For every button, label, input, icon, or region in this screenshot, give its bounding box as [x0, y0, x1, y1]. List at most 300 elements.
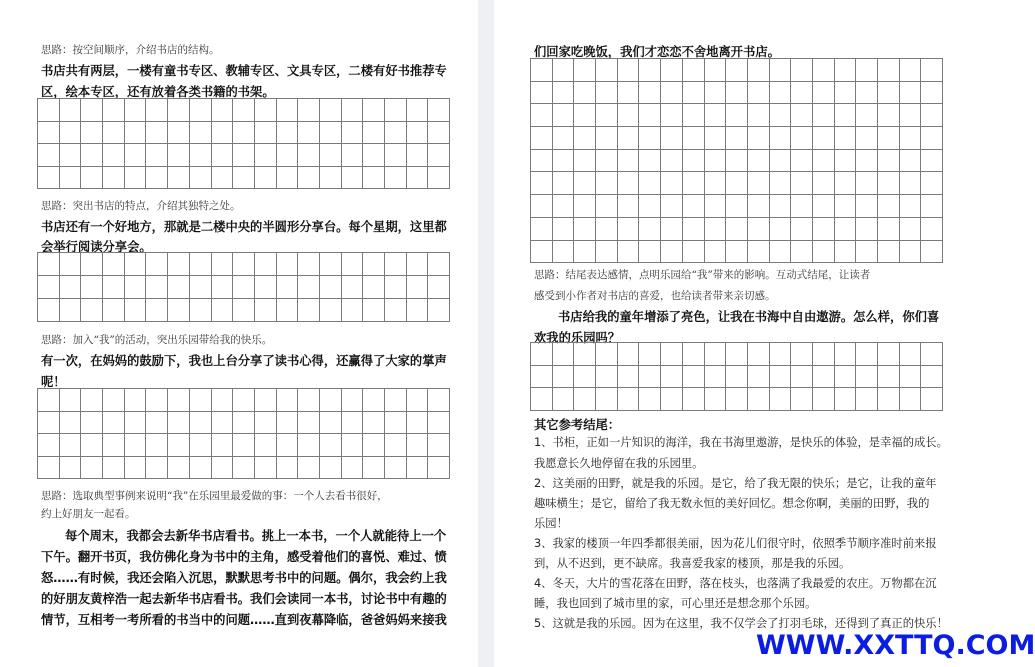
grid-cell	[298, 253, 320, 276]
grid-cell	[747, 149, 769, 172]
grid-cell	[189, 144, 211, 167]
grid-cell	[791, 240, 813, 263]
grid-cell	[406, 166, 428, 189]
grid-cell	[856, 240, 878, 263]
grid-cell	[189, 434, 211, 457]
grid-cell	[899, 149, 921, 172]
grid-cell	[341, 121, 363, 144]
grid-cell	[59, 99, 81, 122]
grid-cell	[791, 217, 813, 240]
grid-cell	[834, 240, 856, 263]
grid-cell	[319, 299, 341, 322]
grid-cell	[341, 253, 363, 276]
grid-cell	[921, 217, 943, 240]
grid-cell	[639, 217, 661, 240]
grid-cell	[552, 343, 574, 366]
paragraph-line: 呢！	[41, 375, 66, 389]
grid-cell	[211, 166, 233, 189]
grid-cell	[769, 59, 791, 82]
grid-cell	[428, 299, 450, 322]
grid-cell	[834, 172, 856, 195]
grid-cell	[921, 59, 943, 82]
grid-cell	[319, 144, 341, 167]
grid-cell	[921, 195, 943, 218]
grid-cell	[552, 365, 574, 388]
grid-row	[531, 365, 943, 388]
grid-cell	[596, 195, 618, 218]
grid-cell	[834, 217, 856, 240]
grid-cell	[428, 253, 450, 276]
grid-cell	[574, 172, 596, 195]
grid-cell	[233, 144, 255, 167]
grid-cell	[363, 299, 385, 322]
grid-cell	[531, 104, 553, 127]
grid-cell	[791, 104, 813, 127]
grid-cell	[856, 195, 878, 218]
grid-cell	[791, 149, 813, 172]
grid-cell	[769, 343, 791, 366]
grid-cell	[211, 434, 233, 457]
grid-cell	[617, 149, 639, 172]
grid-cell	[921, 388, 943, 411]
grid-cell	[385, 389, 407, 412]
grid-cell	[574, 217, 596, 240]
grid-cell	[617, 195, 639, 218]
grid-cell	[298, 389, 320, 412]
grid-cell	[726, 104, 748, 127]
grid-cell	[363, 389, 385, 412]
grid-cell	[878, 343, 900, 366]
hint-text: 思路：结尾表达感情，点明乐园给“我”带来的影响。互动式结尾，让读者	[534, 269, 871, 281]
grid-cell	[406, 99, 428, 122]
grid-cell	[385, 411, 407, 434]
paragraph-line: 下午。翻开书页，我仿佛化身为书中的主角，感受着他们的喜悦、难过、愤	[41, 550, 447, 564]
grid-cell	[531, 172, 553, 195]
grid-cell	[531, 217, 553, 240]
grid-cell	[726, 172, 748, 195]
grid-cell	[146, 456, 168, 479]
grid-cell	[233, 276, 255, 299]
grid-cell	[596, 217, 618, 240]
grid-row	[38, 121, 450, 144]
grid-cell	[124, 253, 146, 276]
grid-cell	[276, 276, 298, 299]
grid-cell	[531, 388, 553, 411]
writing-grid-3	[37, 388, 450, 479]
grid-cell	[574, 365, 596, 388]
grid-cell	[856, 59, 878, 82]
grid-cell	[363, 253, 385, 276]
grid-cell	[791, 195, 813, 218]
grid-cell	[298, 434, 320, 457]
grid-cell	[726, 59, 748, 82]
grid-cell	[899, 127, 921, 150]
grid-cell	[878, 365, 900, 388]
grid-cell	[834, 195, 856, 218]
grid-cell	[726, 217, 748, 240]
writing-grid-1	[37, 98, 450, 189]
grid-cell	[878, 127, 900, 150]
grid-cell	[319, 166, 341, 189]
grid-cell	[704, 240, 726, 263]
grid-cell	[878, 59, 900, 82]
grid-cell	[704, 149, 726, 172]
grid-cell	[124, 144, 146, 167]
grid-cell	[617, 388, 639, 411]
grid-cell	[81, 411, 103, 434]
grid-cell	[254, 411, 276, 434]
grid-cell	[211, 411, 233, 434]
grid-cell	[661, 149, 683, 172]
grid-cell	[211, 276, 233, 299]
paragraph-line: 的好朋友黄梓浩一起去新华书店看书。我们会读同一本书，讨论书中有趣的	[41, 592, 447, 606]
grid-cell	[211, 253, 233, 276]
grid-cell	[596, 388, 618, 411]
grid-row	[531, 81, 943, 104]
grid-cell	[298, 166, 320, 189]
grid-cell	[878, 81, 900, 104]
grid-cell	[617, 59, 639, 82]
grid-cell	[661, 195, 683, 218]
grid-cell	[254, 456, 276, 479]
grid-cell	[81, 276, 103, 299]
grid-cell	[341, 299, 363, 322]
grid-cell	[38, 99, 60, 122]
grid-cell	[319, 434, 341, 457]
grid-cell	[38, 166, 60, 189]
grid-cell	[921, 365, 943, 388]
grid-cell	[146, 144, 168, 167]
grid-cell	[552, 59, 574, 82]
grid-cell	[341, 411, 363, 434]
grid-cell	[233, 99, 255, 122]
grid-cell	[682, 240, 704, 263]
grid-cell	[276, 434, 298, 457]
grid-cell	[254, 121, 276, 144]
list-item: 5、这就是我的乐园。因为在这里，我不仅学会了打羽毛球，还得到了真正的快乐！	[534, 617, 948, 630]
grid-cell	[899, 240, 921, 263]
grid-cell	[38, 389, 60, 412]
grid-cell	[596, 59, 618, 82]
grid-cell	[899, 365, 921, 388]
grid-cell	[298, 276, 320, 299]
grid-cell	[428, 276, 450, 299]
grid-cell	[254, 253, 276, 276]
list-item: 睡，我也回到了城市里的家，可心里还是想念那个乐园。	[534, 597, 817, 610]
grid-cell	[899, 172, 921, 195]
grid-cell	[834, 388, 856, 411]
paragraph-line: 会举行阅读分享会。	[41, 240, 152, 254]
grid-cell	[124, 276, 146, 299]
grid-cell	[233, 253, 255, 276]
grid-cell	[574, 343, 596, 366]
grid-cell	[254, 389, 276, 412]
grid-cell	[704, 365, 726, 388]
grid-cell	[385, 434, 407, 457]
grid-row	[531, 127, 943, 150]
grid-cell	[298, 411, 320, 434]
grid-cell	[38, 121, 60, 144]
hint-text: 思路：加入“我”的活动，突出乐园带给我的快乐。	[41, 334, 273, 346]
grid-cell	[59, 456, 81, 479]
grid-cell	[276, 299, 298, 322]
grid-cell	[59, 299, 81, 322]
writing-grid-4	[530, 58, 943, 263]
paragraph-line: 书店共有两层，一楼有童书专区、教辅专区、文具专区，二楼有好书推荐专	[41, 64, 447, 78]
grid-cell	[726, 127, 748, 150]
list-item: 乐园！	[534, 517, 568, 530]
grid-cell	[146, 166, 168, 189]
grid-cell	[233, 456, 255, 479]
grid-cell	[899, 343, 921, 366]
grid-cell	[682, 104, 704, 127]
list-item: 1、书柜，正如一片知识的海洋，我在书海里遨游，是快乐的体验，是幸福的成长。	[534, 436, 948, 449]
watermark-text: WWW.XXTTQ.COM	[756, 630, 1035, 661]
grid-cell	[617, 104, 639, 127]
grid-cell	[363, 121, 385, 144]
grid-cell	[103, 253, 125, 276]
grid-cell	[59, 411, 81, 434]
grid-cell	[661, 172, 683, 195]
grid-cell	[878, 195, 900, 218]
grid-cell	[899, 217, 921, 240]
grid-cell	[103, 434, 125, 457]
grid-cell	[146, 121, 168, 144]
hint-text: 思路：突出书店的特点，介绍其独特之处。	[41, 200, 241, 212]
grid-cell	[617, 81, 639, 104]
grid-row	[531, 172, 943, 195]
grid-cell	[385, 299, 407, 322]
grid-cell	[704, 172, 726, 195]
grid-cell	[124, 299, 146, 322]
grid-cell	[682, 343, 704, 366]
grid-row	[531, 240, 943, 263]
grid-cell	[531, 365, 553, 388]
grid-cell	[812, 127, 834, 150]
grid-cell	[639, 172, 661, 195]
list-item: 3、我家的楼顶一年四季都很美丽，因为花儿们很守时，依照季节顺序准时前来报	[534, 537, 937, 550]
grid-cell	[81, 166, 103, 189]
grid-cell	[233, 389, 255, 412]
grid-cell	[661, 217, 683, 240]
grid-cell	[747, 240, 769, 263]
page-gutter	[478, 0, 494, 667]
grid-cell	[639, 104, 661, 127]
grid-cell	[878, 172, 900, 195]
grid-cell	[124, 456, 146, 479]
grid-cell	[769, 388, 791, 411]
grid-cell	[812, 104, 834, 127]
grid-cell	[363, 166, 385, 189]
grid-cell	[189, 389, 211, 412]
grid-cell	[341, 144, 363, 167]
grid-cell	[704, 343, 726, 366]
grid-row	[38, 411, 450, 434]
grid-cell	[834, 127, 856, 150]
grid-cell	[341, 434, 363, 457]
grid-cell	[921, 81, 943, 104]
grid-cell	[769, 217, 791, 240]
grid-cell	[747, 217, 769, 240]
grid-cell	[168, 389, 190, 412]
grid-cell	[385, 166, 407, 189]
grid-cell	[319, 121, 341, 144]
paragraph-line: 书店还有一个好地方，那就是二楼中央的半圆形分享台。每个星期，这里都	[41, 220, 447, 234]
list-item: 到，从不迟到，更不缺席。我喜爱我家的楼顶，那是我的乐园。	[534, 557, 851, 570]
grid-cell	[834, 59, 856, 82]
grid-cell	[812, 388, 834, 411]
grid-cell	[81, 253, 103, 276]
grid-cell	[81, 99, 103, 122]
grid-cell	[791, 81, 813, 104]
grid-cell	[341, 389, 363, 412]
grid-cell	[661, 240, 683, 263]
grid-cell	[254, 276, 276, 299]
grid-cell	[531, 149, 553, 172]
grid-cell	[124, 99, 146, 122]
grid-cell	[298, 121, 320, 144]
writing-grid-2	[37, 252, 450, 322]
grid-cell	[276, 99, 298, 122]
grid-cell	[385, 121, 407, 144]
hint-text: 感受到小作者对书店的喜爱，也给读者带来亲切感。	[534, 290, 776, 302]
grid-cell	[81, 144, 103, 167]
grid-cell	[363, 99, 385, 122]
grid-row	[531, 343, 943, 366]
grid-cell	[791, 365, 813, 388]
grid-cell	[254, 299, 276, 322]
grid-cell	[552, 81, 574, 104]
grid-cell	[211, 99, 233, 122]
grid-cell	[406, 434, 428, 457]
grid-cell	[769, 127, 791, 150]
grid-cell	[704, 195, 726, 218]
grid-cell	[812, 172, 834, 195]
grid-cell	[531, 240, 553, 263]
grid-cell	[812, 195, 834, 218]
grid-cell	[189, 99, 211, 122]
grid-cell	[428, 411, 450, 434]
grid-cell	[81, 299, 103, 322]
grid-cell	[661, 343, 683, 366]
grid-cell	[81, 121, 103, 144]
grid-cell	[812, 149, 834, 172]
grid-cell	[574, 195, 596, 218]
grid-cell	[298, 99, 320, 122]
grid-cell	[211, 299, 233, 322]
grid-cell	[769, 195, 791, 218]
paragraph-line: 有一次，在妈妈的鼓励下，我也上台分享了读书心得，还赢得了大家的掌声	[41, 354, 447, 368]
grid-cell	[211, 144, 233, 167]
grid-cell	[878, 240, 900, 263]
grid-cell	[103, 121, 125, 144]
grid-cell	[38, 299, 60, 322]
grid-cell	[574, 104, 596, 127]
grid-cell	[639, 81, 661, 104]
grid-row	[38, 434, 450, 457]
grid-cell	[319, 253, 341, 276]
paragraph-line: 怒……有时候，我还会陷入沉思，默默思考书中的问题。偶尔，我会约上我	[41, 571, 447, 585]
grid-cell	[596, 343, 618, 366]
grid-cell	[899, 104, 921, 127]
grid-row	[38, 144, 450, 167]
grid-cell	[341, 166, 363, 189]
grid-cell	[791, 343, 813, 366]
grid-cell	[747, 365, 769, 388]
grid-cell	[899, 81, 921, 104]
grid-cell	[254, 144, 276, 167]
grid-cell	[38, 411, 60, 434]
grid-cell	[276, 166, 298, 189]
grid-cell	[617, 217, 639, 240]
grid-cell	[428, 456, 450, 479]
grid-cell	[682, 195, 704, 218]
grid-cell	[59, 389, 81, 412]
grid-cell	[298, 456, 320, 479]
grid-cell	[189, 166, 211, 189]
grid-cell	[682, 172, 704, 195]
grid-cell	[661, 388, 683, 411]
grid-cell	[574, 127, 596, 150]
grid-cell	[233, 121, 255, 144]
grid-cell	[211, 121, 233, 144]
grid-cell	[639, 240, 661, 263]
grid-cell	[276, 389, 298, 412]
grid-cell	[406, 299, 428, 322]
grid-cell	[552, 127, 574, 150]
grid-cell	[921, 127, 943, 150]
grid-cell	[298, 144, 320, 167]
grid-cell	[639, 365, 661, 388]
grid-cell	[276, 253, 298, 276]
grid-cell	[385, 253, 407, 276]
grid-cell	[81, 456, 103, 479]
grid-cell	[319, 389, 341, 412]
grid-cell	[552, 104, 574, 127]
grid-cell	[189, 253, 211, 276]
grid-cell	[639, 127, 661, 150]
paragraph-line: 每个周末，我都会去新华书店看书。挑上一本书，一个人就能待上一个	[65, 529, 447, 543]
grid-cell	[103, 99, 125, 122]
grid-cell	[168, 99, 190, 122]
grid-cell	[682, 59, 704, 82]
grid-cell	[168, 299, 190, 322]
grid-cell	[341, 276, 363, 299]
grid-cell	[168, 253, 190, 276]
grid-cell	[812, 59, 834, 82]
grid-cell	[406, 389, 428, 412]
grid-cell	[146, 299, 168, 322]
grid-cell	[747, 388, 769, 411]
grid-cell	[574, 388, 596, 411]
grid-cell	[363, 434, 385, 457]
grid-cell	[406, 411, 428, 434]
grid-cell	[661, 59, 683, 82]
paragraph-line: 们回家吃晚饭，我们才恋恋不舍地离开书店。	[534, 45, 780, 59]
grid-row	[531, 195, 943, 218]
grid-cell	[319, 456, 341, 479]
grid-cell	[596, 172, 618, 195]
grid-cell	[704, 59, 726, 82]
grid-cell	[834, 343, 856, 366]
grid-cell	[428, 389, 450, 412]
grid-cell	[59, 121, 81, 144]
grid-cell	[233, 411, 255, 434]
grid-cell	[146, 276, 168, 299]
grid-cell	[856, 343, 878, 366]
grid-cell	[704, 388, 726, 411]
grid-cell	[596, 365, 618, 388]
